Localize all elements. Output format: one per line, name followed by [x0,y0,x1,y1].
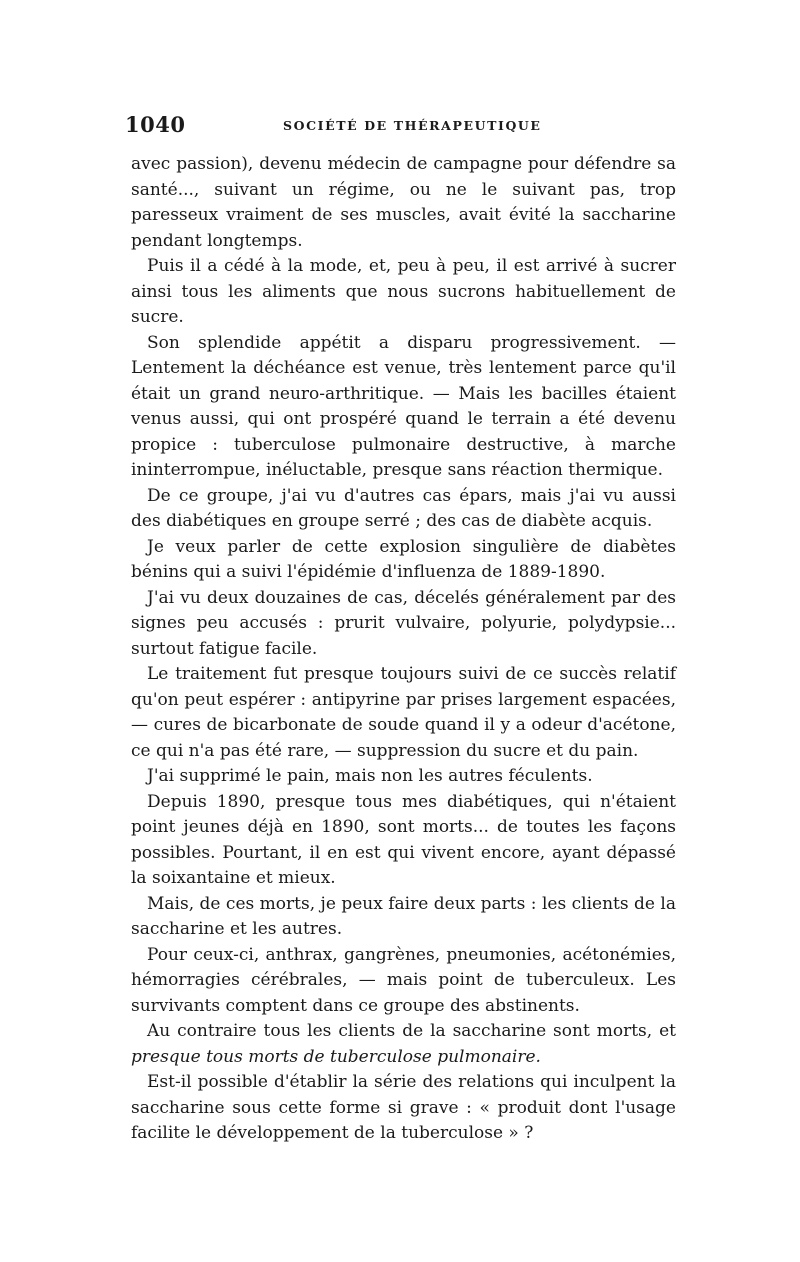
running-title: SOCIÉTÉ DE THÉRAPEUTIQUE [283,118,542,133]
paragraph: Le traitement fut presque toujours suivi de ce succès relatif qu'on peut espérer : antipyrine par prises largement espacées, — cures de bicarbonate de soude quand il y a odeur d'acétone, ce qui n'a pas été rare, — suppression du sucre et du pain. [131,664,676,761]
paragraph: Son splendide appétit a disparu progressivement. — Lentement la déchéance est venue, très lentement parce qu'il était un grand neuro-arthritique. — Mais les bacilles étaient venus aussi, qui ont prospéré quand le terrain a été devenu propice : tuberculose pulmonaire destructive, à marche ininterrompue, inéluctable, presque sans réaction thermique. [131,332,676,480]
italic-emphasis: presque tous morts de tuberculose pulmonaire. [131,1046,541,1067]
body-text [131,152,676,1147]
paragraph-text: Au contraire tous les clients de la saccharine sont morts, et [147,1021,676,1041]
paragraph: J'ai vu deux douzaines de cas, décelés généralement par des signes peu accusés : prurit vulvaire, polyurie, polydypsie... surtout fatigue facile. [131,587,676,659]
paragraph: Depuis 1890, presque tous mes diabétiques, qui n'étaient point jeunes déjà en 1890, sont morts... de toutes les façons possibles. Pourtant, il en est qui vivent encore, ayant dépassé la soixantaine et mieux. [131,791,676,888]
running-head [125,112,676,142]
paragraph: De ce groupe, j'ai vu d'autres cas épars, mais j'ai vu aussi des diabétiques en groupe serré ; des cas de diabète acquis. [131,485,676,531]
paragraph: J'ai supprimé le pain, mais non les autres féculents. [147,766,593,786]
paragraph: Puis il a cédé à la mode, et, peu à peu, il est arrivé à sucrer ainsi tous les aliments que nous sucrons habituellement de sucre. [131,256,676,327]
paragraph: Pour ceux-ci, anthrax, gangrènes, pneumonies, acétonémies, hémorragies cérébrales, — mais point de tuberculeux. Les survivants comptent dans ce groupe des abstinents. [131,944,676,1016]
page-number: 1040 [125,112,186,137]
paragraph: Je veux parler de cette explosion singulière de diabètes bénins qui a suivi l'épidémie d'influenza de 1889-1890. [131,536,676,582]
paragraph: Mais, de ces morts, je peux faire deux parts : les clients de la saccharine et les autres. [131,893,676,939]
paragraph: avec passion), devenu médecin de campagne pour défendre sa santé..., suivant un régime, ou ne le suivant pas, trop paresseux vraiment de ses muscles, avait évité la saccharine pendant longtemps. [131,154,676,251]
book-page [125,112,676,1147]
paragraph [131,1019,676,1070]
paragraph: Est-il possible d'établir la série des relations qui inculpent la saccharine sous cette forme si grave : « produit dont l'usage facilite le développement de la tuberculose » ? [131,1072,676,1143]
